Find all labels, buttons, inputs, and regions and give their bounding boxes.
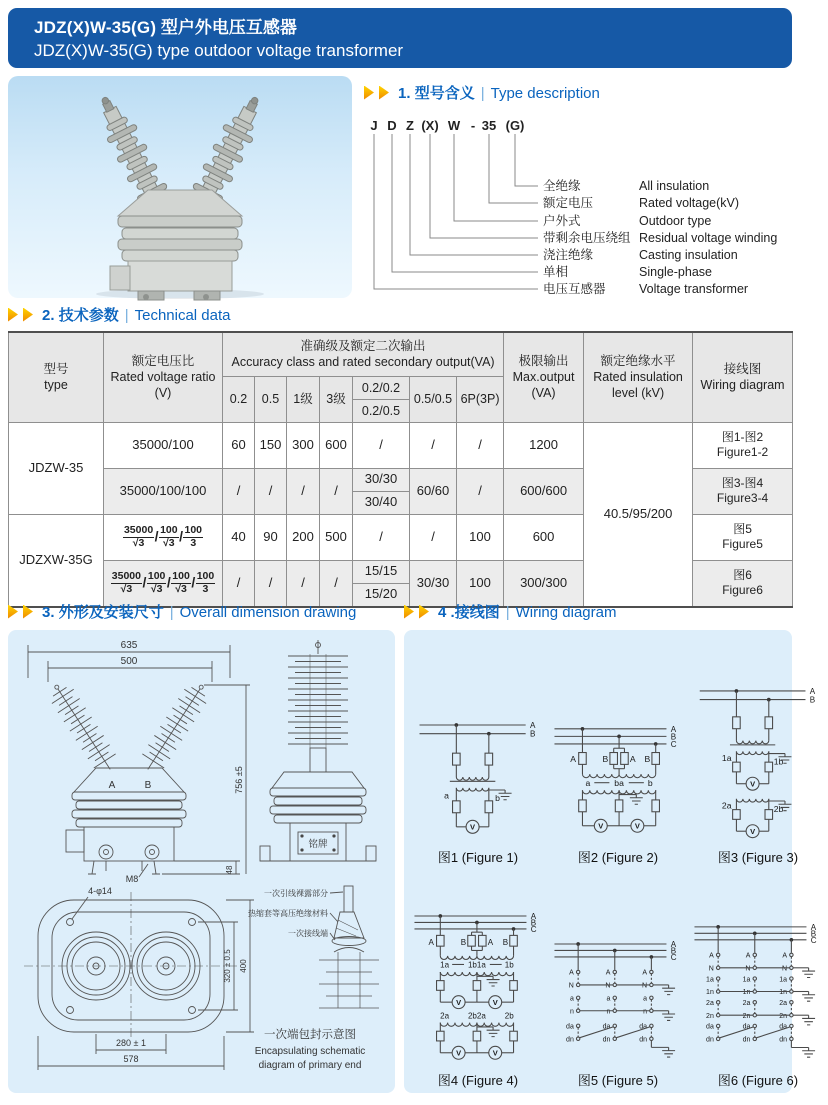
svg-text:A: A <box>530 912 537 922</box>
figure-caption: 图3 (Figure 3) <box>717 849 799 865</box>
heading-separator: | <box>480 85 485 102</box>
svg-text:A: A <box>670 724 677 734</box>
svg-text:A: A <box>605 969 611 977</box>
svg-text:2a: 2a <box>440 1011 450 1021</box>
svg-text:b: b <box>495 792 500 803</box>
nameplate-label: 铭牌 <box>308 839 328 850</box>
svg-text:C: C <box>530 924 537 934</box>
meaning-en: Residual voltage winding <box>639 231 778 245</box>
value-cell: 150 <box>255 422 287 468</box>
svg-text:V: V <box>470 822 476 832</box>
svg-text:1a: 1a <box>440 960 450 970</box>
svg-text:1b: 1b <box>504 960 514 970</box>
chevron-icon <box>419 605 429 619</box>
code-letter: 35 <box>481 118 497 133</box>
dim-m8: M8 <box>125 874 139 884</box>
svg-text:a: a <box>444 790 449 801</box>
svg-text:N: N <box>605 982 611 990</box>
meaning-en: Single-phase <box>639 265 712 279</box>
dim-320: 320 ± 0.5 <box>223 949 232 983</box>
split-value-cell: 30/30 30/40 <box>353 468 410 514</box>
svg-text:1a: 1a <box>721 752 732 763</box>
svg-text:da: da <box>706 1023 714 1031</box>
value-cell: / <box>353 514 410 560</box>
svg-text:V: V <box>456 1048 462 1058</box>
encapsulation-schematic <box>248 886 379 1071</box>
svg-text:V: V <box>456 997 462 1007</box>
value-cell: 100 <box>457 514 504 560</box>
max-output-cell: 1200 <box>504 422 584 468</box>
chevron-icon <box>364 86 374 100</box>
top-row <box>8 76 792 298</box>
wiring-figure-svg <box>688 918 828 1065</box>
terminal-a-label: A <box>108 780 116 791</box>
ratio-cell: 35000/100/100 <box>104 468 223 514</box>
dim-578: 578 <box>123 1054 139 1064</box>
wiring-figure-svg <box>693 678 823 842</box>
svg-text:2a: 2a <box>721 800 732 811</box>
wiring-section <box>404 601 817 1093</box>
type-description-section <box>362 76 792 298</box>
dim-holes: 4-φ14 <box>88 886 112 896</box>
svg-text:da: da <box>602 1023 611 1031</box>
code-letter: J <box>370 118 378 133</box>
col-header-insulation: 额定绝缘水平 Rated insulation level (kV) <box>584 332 693 422</box>
figure-ref-cell: 图5 Figure5 <box>693 514 793 560</box>
enc-caption-en2: diagram of primary end <box>258 1060 362 1071</box>
subcol-02: 0.2 <box>223 376 255 422</box>
svg-text:A: A <box>642 969 648 977</box>
value-cell: / <box>255 468 287 514</box>
figure-caption: 图1 (Figure 1) <box>437 849 519 865</box>
subcol-6p: 6P(3P) <box>457 376 504 422</box>
svg-text:1a: 1a <box>779 976 788 984</box>
figure-caption: 图6 (Figure 6) <box>717 1073 799 1088</box>
svg-text:n: n <box>643 1008 648 1016</box>
col-header-wiring: 接线图 Wiring diagram <box>693 332 793 422</box>
wiring-panel <box>404 630 817 1093</box>
svg-text:dn: dn <box>639 1036 648 1044</box>
svg-text:B: B <box>460 938 467 948</box>
meaning-en: Voltage transformer <box>639 282 749 296</box>
wiring-figure-6 <box>688 918 828 1089</box>
svg-text:1a: 1a <box>742 976 751 984</box>
svg-text:1a: 1a <box>706 976 714 984</box>
subcol-1: 1级 <box>287 376 320 422</box>
figure-ref-cell: 图6 Figure6 <box>693 560 793 607</box>
type-cell: JDZW-35 <box>9 422 104 514</box>
svg-text:A: A <box>809 686 816 696</box>
col-header-type: 型号 type <box>9 332 104 422</box>
value-cell: / <box>223 560 255 607</box>
dim-756: 756 ±5 <box>234 766 244 794</box>
svg-text:N: N <box>568 982 574 990</box>
svg-text:1b1a: 1b1a <box>467 960 486 970</box>
wiring-figure-2 <box>548 718 688 866</box>
section-2-en: Technical data <box>134 307 231 324</box>
value-cell: / <box>255 560 287 607</box>
max-output-cell: 600/600 <box>504 468 584 514</box>
svg-text:2b: 2b <box>773 803 784 814</box>
max-output-cell: 300/300 <box>504 560 584 607</box>
heading-separator: | <box>169 604 174 621</box>
svg-text:2a: 2a <box>742 999 751 1007</box>
heading-separator: | <box>124 307 129 324</box>
chevron-icon <box>23 605 33 619</box>
terminal-b-label: B <box>144 780 152 791</box>
svg-text:A: A <box>629 753 636 764</box>
value-cell: / <box>410 514 457 560</box>
ratio-cell: 35000/100 <box>104 422 223 468</box>
wiring-figure-3 <box>693 678 823 866</box>
ratio-cell: $\frac{35000}{√3}$ / $\frac{100}{√3}$ / $\frac{100}{√3}$ / $\frac{100}{3}$ <box>104 560 223 607</box>
svg-text:dn: dn <box>706 1036 714 1044</box>
svg-text:da: da <box>779 1023 788 1031</box>
split-value-cell: 15/15 15/20 <box>353 560 410 607</box>
dim-635: 635 <box>120 640 138 651</box>
section-4-en: Wiring diagram <box>515 604 617 621</box>
dimension-panel <box>8 630 395 1093</box>
value-cell: 300 <box>287 422 320 468</box>
svg-text:B: B <box>809 695 816 705</box>
enc-label-1: 一次引线裸露部分 <box>264 889 328 898</box>
value-cell: 60/60 <box>410 468 457 514</box>
value-cell: / <box>287 560 320 607</box>
value-cell: / <box>410 422 457 468</box>
chevron-icon <box>404 605 414 619</box>
value-cell: 40 <box>223 514 255 560</box>
svg-text:1n: 1n <box>742 989 751 997</box>
col-header-max-output: 极限输出 Max.output (VA) <box>504 332 584 422</box>
enc-caption-en1: Encapsulating schematic <box>254 1046 366 1057</box>
value-cell: / <box>320 468 353 514</box>
meaning-cn: 额定电压 <box>543 196 594 210</box>
svg-text:C: C <box>810 935 817 945</box>
wiring-figure-svg <box>413 712 543 842</box>
svg-text:b: b <box>647 777 653 788</box>
subcol-0505: 0.5/0.5 <box>410 376 457 422</box>
svg-text:A: A <box>709 952 714 960</box>
svg-text:2a: 2a <box>706 999 714 1007</box>
product-photo-panel <box>8 76 352 298</box>
wiring-figure-svg <box>548 935 688 1065</box>
max-output-cell: 600 <box>504 514 584 560</box>
title-cn: 型户外电压互感器 <box>156 18 297 37</box>
section-3-en: Overall dimension drawing <box>179 604 357 621</box>
technical-data-table <box>8 331 793 608</box>
chevron-icon <box>23 308 33 322</box>
svg-text:2a: 2a <box>779 999 788 1007</box>
section-1-en: Type description <box>490 85 600 102</box>
meaning-en: Casting insulation <box>639 248 738 262</box>
svg-text:2b2a: 2b2a <box>467 1011 486 1021</box>
enc-caption-cn: 一次端包封示意图 <box>264 1029 356 1041</box>
meaning-cn: 浇注绝缘 <box>543 248 594 262</box>
wiring-figure-svg <box>548 718 688 842</box>
section-3-heading: 3. 外形及安装尺寸 | Overall dimension drawing <box>8 601 395 622</box>
svg-text:a: a <box>643 995 648 1003</box>
section-2-heading: 2. 技术参数 | Technical data <box>8 304 231 325</box>
meaning-en: All insulation <box>639 179 710 193</box>
chevron-icon <box>8 308 18 322</box>
svg-text:a: a <box>606 995 611 1003</box>
svg-text:2n: 2n <box>742 1012 751 1020</box>
section-1-heading <box>364 82 792 103</box>
wiring-figure-5 <box>548 935 688 1089</box>
dimension-drawing <box>8 630 395 1093</box>
meaning-cn: 单相 <box>543 265 569 279</box>
section-1-num-cn: 1. 型号含义 <box>398 85 475 102</box>
svg-text:N: N <box>745 965 751 973</box>
svg-text:B: B <box>644 753 651 764</box>
svg-text:2n: 2n <box>779 1012 788 1020</box>
svg-text:a: a <box>585 777 591 788</box>
value-cell: 30/30 <box>410 560 457 607</box>
col-header-ratio: 额定电压比 Rated voltage ratio (V) <box>104 332 223 422</box>
heading-separator: | <box>505 604 510 621</box>
svg-text:a: a <box>569 995 574 1003</box>
svg-text:da: da <box>742 1023 751 1031</box>
code-letter: W <box>447 118 461 133</box>
col-header-accuracy: 准确级及额定二次输出 Accuracy class and rated secondary output(VA) <box>223 332 504 376</box>
value-cell: / <box>287 468 320 514</box>
chevron-icon <box>8 605 18 619</box>
dim-500: 500 <box>120 656 138 667</box>
svg-text:B: B <box>502 938 509 948</box>
title-model: JDZ(X)W-35(G) <box>34 18 157 37</box>
chevron-icon <box>379 86 389 100</box>
svg-text:A: A <box>745 952 751 960</box>
value-cell: / <box>457 468 504 514</box>
svg-text:A: A <box>570 753 576 764</box>
value-cell: / <box>320 560 353 607</box>
code-letter: (X) <box>421 118 439 133</box>
svg-text:1n: 1n <box>779 989 788 997</box>
insulation-cell: 40.5/95/200 <box>584 422 693 607</box>
dimension-section <box>8 601 395 1093</box>
svg-text:N: N <box>708 965 714 973</box>
subcol-3: 3级 <box>320 376 353 422</box>
meaning-en: Outdoor type <box>639 214 712 228</box>
enc-label-3: 一次接线端 <box>288 929 328 938</box>
svg-text:dn: dn <box>742 1036 751 1044</box>
svg-text:N: N <box>782 965 788 973</box>
svg-text:C: C <box>670 952 677 962</box>
ratio-cell: $\frac{35000}{√3}$ / $\frac{100}{√3}$ / $\frac{100}{3}$ <box>104 514 223 560</box>
subcol-split: 0.2/0.2 0.2/0.5 <box>353 376 410 422</box>
value-cell: 600 <box>320 422 353 468</box>
code-letter: Z <box>406 118 414 133</box>
figure-caption: 图2 (Figure 2) <box>577 849 659 865</box>
value-cell: 90 <box>255 514 287 560</box>
svg-text:B: B <box>810 929 817 939</box>
type-code-diagram <box>362 105 792 301</box>
figure-caption: 图5 (Figure 5) <box>577 1073 659 1088</box>
code-letter: D <box>387 118 397 133</box>
code-letter: (G) <box>505 118 525 133</box>
dim-400: 400 <box>239 959 248 973</box>
side-view <box>260 640 376 861</box>
svg-text:B: B <box>670 731 677 741</box>
svg-text:n: n <box>569 1008 574 1016</box>
section-4-heading: 4 .接线图 | Wiring diagram <box>404 601 791 622</box>
code-letter: - <box>470 118 476 133</box>
svg-text:B: B <box>602 753 609 764</box>
svg-text:N: N <box>642 982 648 990</box>
svg-text:A: A <box>670 940 677 950</box>
svg-text:1b: 1b <box>773 755 784 766</box>
figure-ref-cell: 图3-图4 Figure3-4 <box>693 468 793 514</box>
svg-text:dn: dn <box>779 1036 788 1044</box>
svg-text:V: V <box>634 821 640 831</box>
svg-text:A: A <box>782 952 788 960</box>
svg-text:V: V <box>750 826 756 836</box>
dim-48: 48 <box>225 865 234 875</box>
subcol-05: 0.5 <box>255 376 287 422</box>
svg-text:B: B <box>530 729 536 739</box>
svg-text:C: C <box>670 739 677 749</box>
svg-text:dn: dn <box>566 1036 574 1044</box>
meaning-en: Rated voltage(kV) <box>639 196 740 210</box>
svg-text:B: B <box>670 946 677 956</box>
meaning-cn: 电压互感器 <box>543 282 606 296</box>
figure-ref-cell: 图1-图2 Figure1-2 <box>693 422 793 468</box>
svg-text:V: V <box>750 779 756 789</box>
svg-text:ba: ba <box>614 777 624 788</box>
meaning-cn: 户外式 <box>543 214 581 228</box>
svg-text:V: V <box>492 1048 498 1058</box>
type-cell: JDZXW-35G <box>9 514 104 607</box>
value-cell: / <box>353 422 410 468</box>
svg-text:2n: 2n <box>706 1012 714 1020</box>
front-view <box>28 640 250 884</box>
wiring-figure-4 <box>408 907 548 1089</box>
value-cell: 200 <box>287 514 320 560</box>
svg-text:V: V <box>598 821 604 831</box>
value-cell: 60 <box>223 422 255 468</box>
meaning-cn: 带剩余电压绕组 <box>543 231 631 245</box>
title-line-en: JDZ(X)W-35(G) type outdoor voltage transformer <box>34 40 404 60</box>
bottom-row <box>8 601 817 1093</box>
title-band <box>8 8 792 68</box>
table-row <box>9 422 793 468</box>
svg-text:A: A <box>569 969 574 977</box>
svg-text:A: A <box>530 720 536 730</box>
svg-text:n: n <box>606 1008 611 1016</box>
value-cell: 100 <box>457 560 504 607</box>
value-cell: 500 <box>320 514 353 560</box>
svg-text:1n: 1n <box>706 989 714 997</box>
svg-text:V: V <box>492 997 498 1007</box>
svg-text:A: A <box>810 922 817 932</box>
meaning-cn: 全绝缘 <box>543 179 581 193</box>
value-cell: / <box>223 468 255 514</box>
wiring-figure-1 <box>413 712 543 866</box>
svg-text:B: B <box>530 918 537 928</box>
title-line-cn <box>34 17 792 40</box>
figure-caption: 图4 (Figure 4) <box>437 1073 519 1088</box>
enc-label-2: 热缩套等高压绝缘材料 <box>248 909 328 918</box>
svg-text:da: da <box>639 1023 648 1031</box>
bottom-view <box>24 886 254 1070</box>
value-cell: / <box>457 422 504 468</box>
product-photo <box>8 76 352 298</box>
wiring-figure-svg <box>408 907 548 1065</box>
dim-280: 280 ± 1 <box>116 1038 146 1048</box>
svg-text:A: A <box>487 938 494 948</box>
svg-text:da: da <box>566 1023 574 1031</box>
svg-text:A: A <box>428 938 434 948</box>
svg-text:2b: 2b <box>504 1011 514 1021</box>
svg-text:dn: dn <box>602 1036 611 1044</box>
